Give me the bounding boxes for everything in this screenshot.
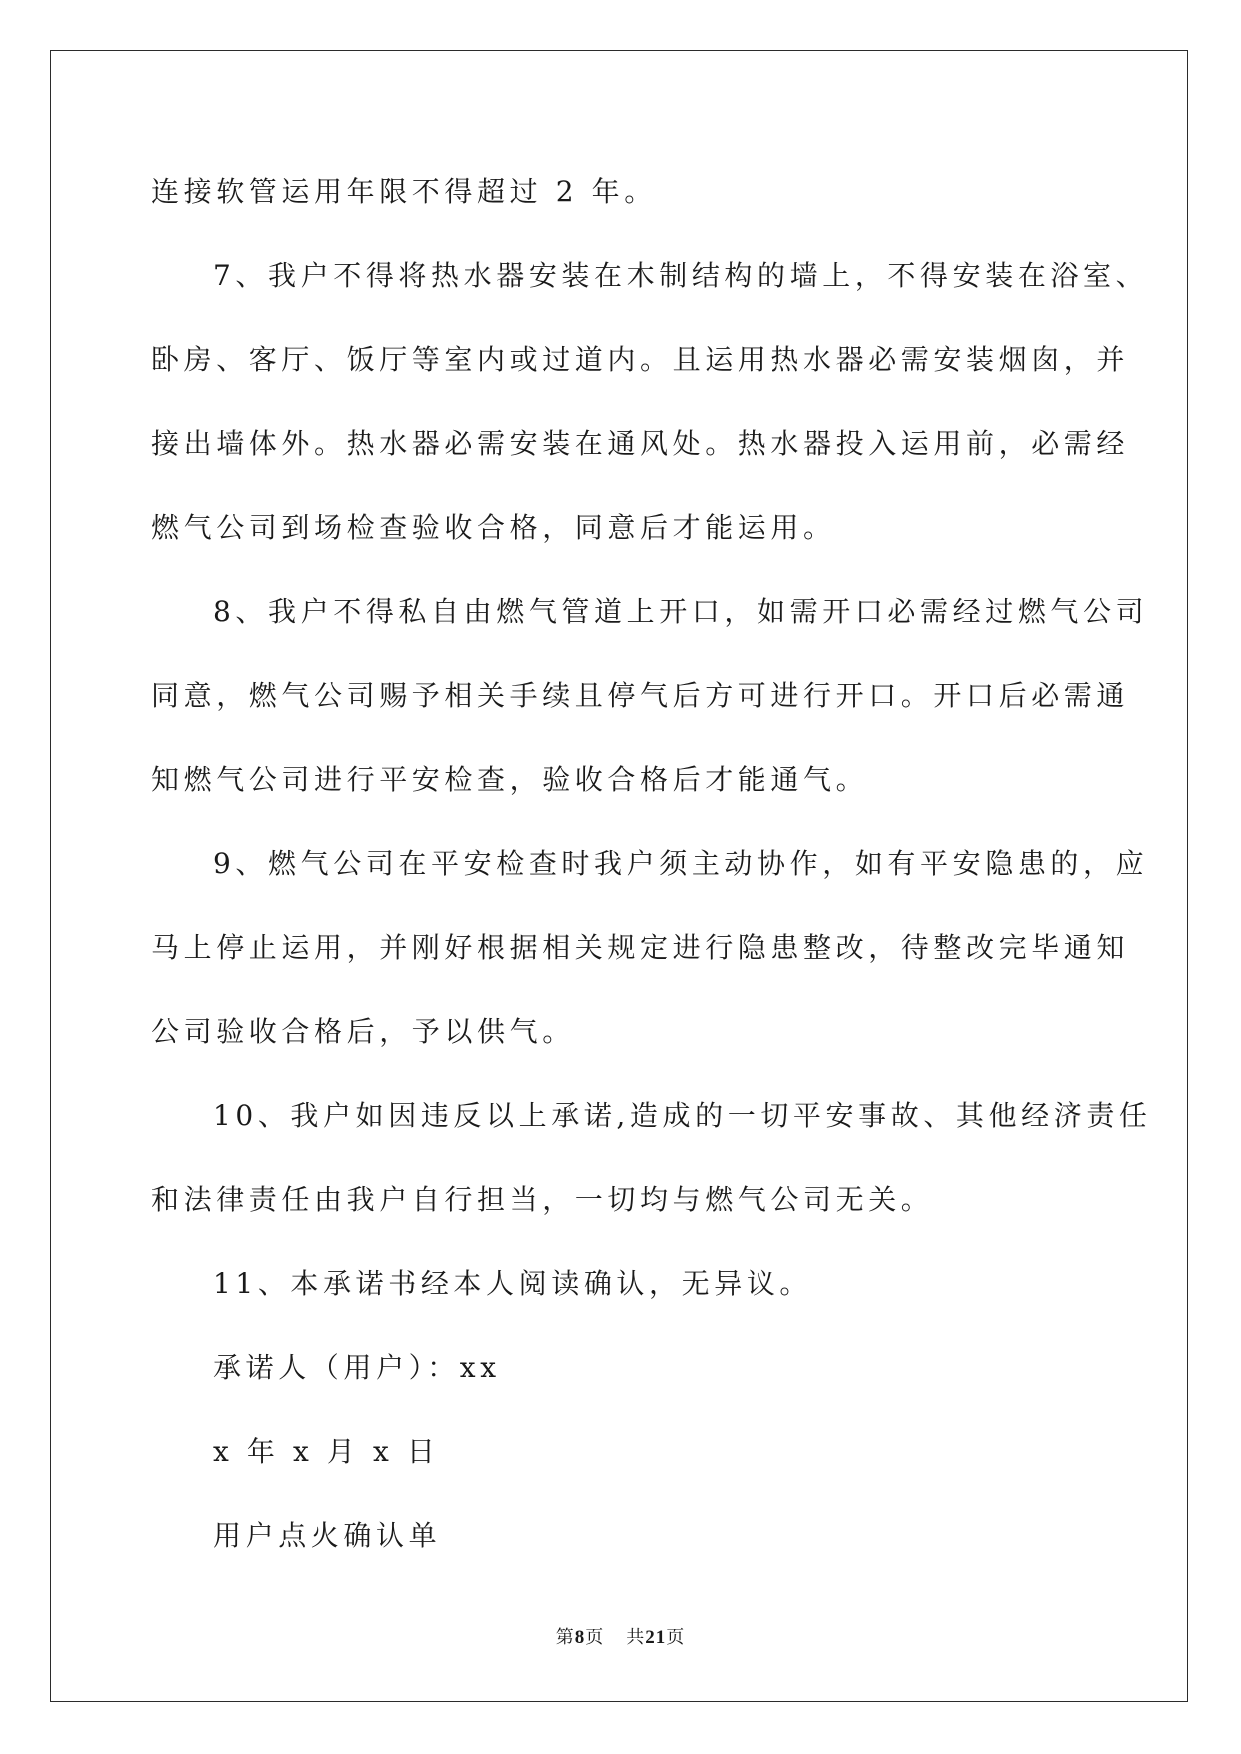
footer-page-number: 8 <box>574 1627 586 1648</box>
text-line-8: 知燃气公司进行平安检查，验收合格后才能通气。 <box>151 763 869 796</box>
text-line-6: 8、我户不得私自由燃气管道上开口，如需开口必需经过燃气公司 <box>213 595 1149 628</box>
text-line-3: 卧房、客厅、饭厅等室内或过道内。且运用热水器必需安装烟囱，并 <box>151 343 1130 376</box>
footer-page-prefix: 第 <box>555 1627 575 1648</box>
text-line-7: 同意，燃气公司赐予相关手续且停气后方可进行开口。开口后必需通 <box>151 679 1130 712</box>
signatory-line: 承诺人（用户）：xx <box>213 1351 501 1384</box>
footer-page-suffix: 页 <box>585 1627 605 1648</box>
text-line-5: 燃气公司到场检查验收合格，同意后才能运用。 <box>151 511 836 544</box>
footer-total-pages: 21 <box>645 1627 667 1648</box>
text-line-10: 马上停止运用，并刚好根据相关规定进行隐患整改，待整改完毕通知 <box>151 931 1130 964</box>
text-line-4: 接出墙体外。热水器必需安装在通风处。热水器投入运用前，必需经 <box>151 427 1130 460</box>
text-line-1: 连接软管运用年限不得超过 2 年。 <box>151 175 657 208</box>
page-footer <box>0 1626 1241 1650</box>
text-line-12: 10、我户如因违反以上承诺,造成的一切平安事故、其他经济责任 <box>213 1099 1152 1132</box>
text-line-9: 9、燃气公司在平安检查时我户须主动协作，如有平安隐患的，应 <box>213 847 1149 880</box>
section-heading: 用户点火确认单 <box>213 1519 442 1552</box>
text-line-2: 7、我户不得将热水器安装在木制结构的墙上，不得安装在浴室、 <box>213 259 1149 292</box>
footer-total-prefix: 共 <box>626 1627 646 1648</box>
date-line: x 年 x 月 x 日 <box>213 1435 440 1468</box>
text-line-11: 公司验收合格后，予以供气。 <box>151 1015 575 1048</box>
text-line-13: 和法律责任由我户自行担当，一切均与燃气公司无关。 <box>151 1183 934 1216</box>
text-line-14: 11、本承诺书经本人阅读确认，无异议。 <box>213 1267 813 1300</box>
footer-total-suffix: 页 <box>666 1627 686 1648</box>
